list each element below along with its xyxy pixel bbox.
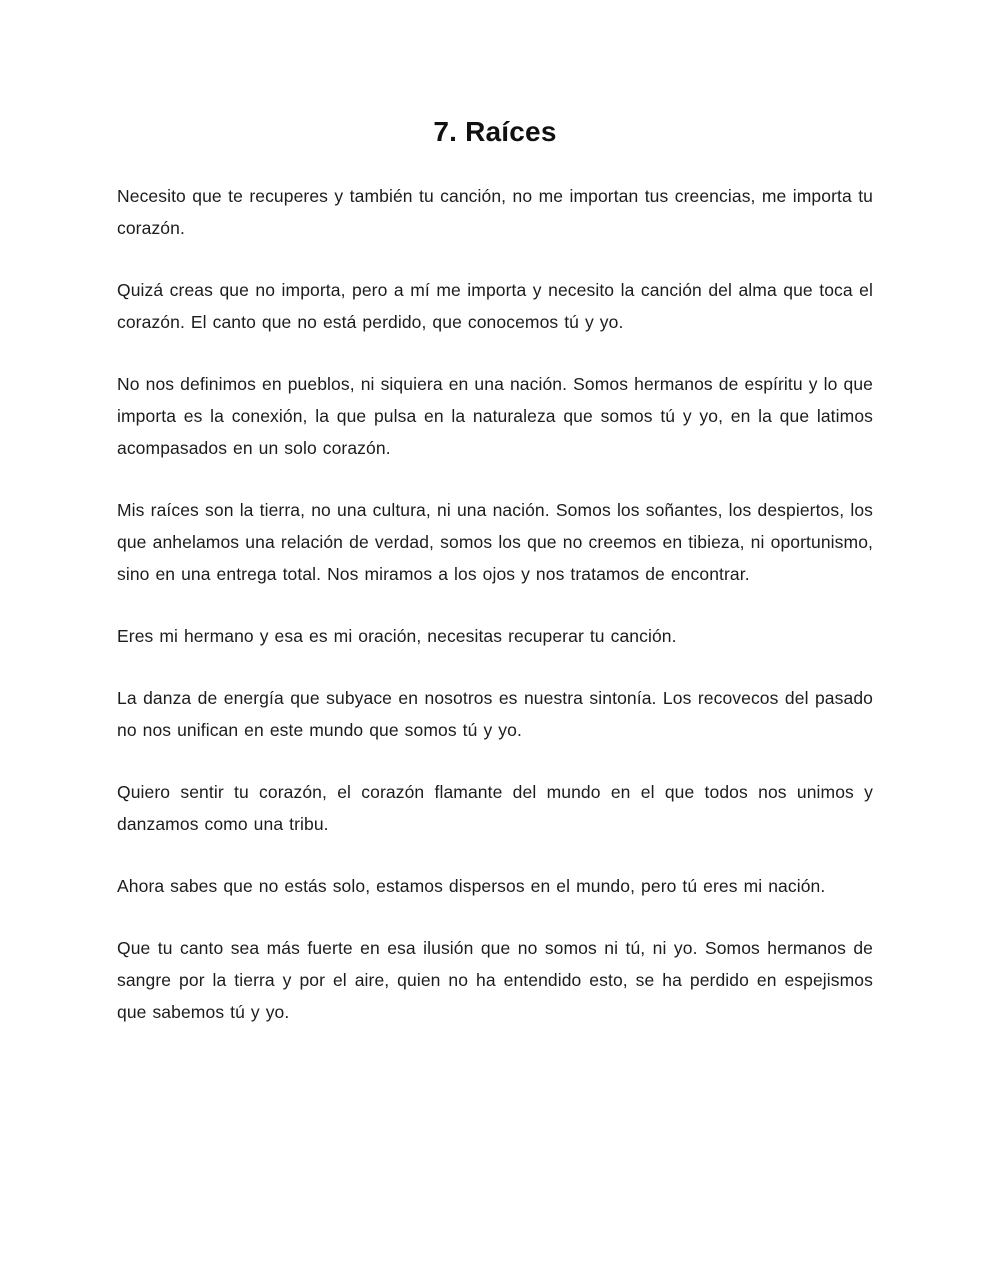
paragraph-5: Eres mi hermano y esa es mi oración, necesitas recuperar tu canción. (117, 626, 677, 646)
paragraph-6: La danza de energía que subyace en nosotros es nuestra sintonía. Los recovecos del pasado no nos unifican en este mundo que somos tú y yo. (117, 688, 873, 740)
paragraph-1: Necesito que te recuperes y también tu canción, no me importan tus creencias, me importa tu corazón. (117, 186, 873, 238)
page-title: 7. Raíces (433, 116, 557, 147)
paragraph-7: Quiero sentir tu corazón, el corazón flamante del mundo en el que todos nos unimos y danzamos como una tribu. (117, 782, 873, 834)
paragraph-3: No nos definimos en pueblos, ni siquiera en una nación. Somos hermanos de espíritu y lo que importa es la conexión, la que pulsa en la naturaleza que somos tú y yo, en la que latimos acompasados en un solo corazón. (117, 374, 873, 458)
paragraph-8: Ahora sabes que no estás solo, estamos dispersos en el mundo, pero tú eres mi nación. (117, 876, 826, 896)
paragraph-2: Quizá creas que no importa, pero a mí me importa y necesito la canción del alma que toca el corazón. El canto que no está perdido, que conocemos tú y yo. (117, 280, 873, 332)
paragraph-9: Que tu canto sea más fuerte en esa ilusión que no somos ni tú, ni yo. Somos hermanos de sangre por la tierra y por el aire, quien no ha entendido esto, se ha perdido en espejismos que sabemos tú y yo. (117, 938, 873, 1022)
paragraph-4: Mis raíces son la tierra, no una cultura, ni una nación. Somos los soñantes, los despiertos, los que anhelamos una relación de verdad, somos los que no creemos en tibieza, ni oportunismo, sino en una entrega total. Nos miramos a los ojos y nos tratamos de encontrar. (117, 500, 873, 584)
